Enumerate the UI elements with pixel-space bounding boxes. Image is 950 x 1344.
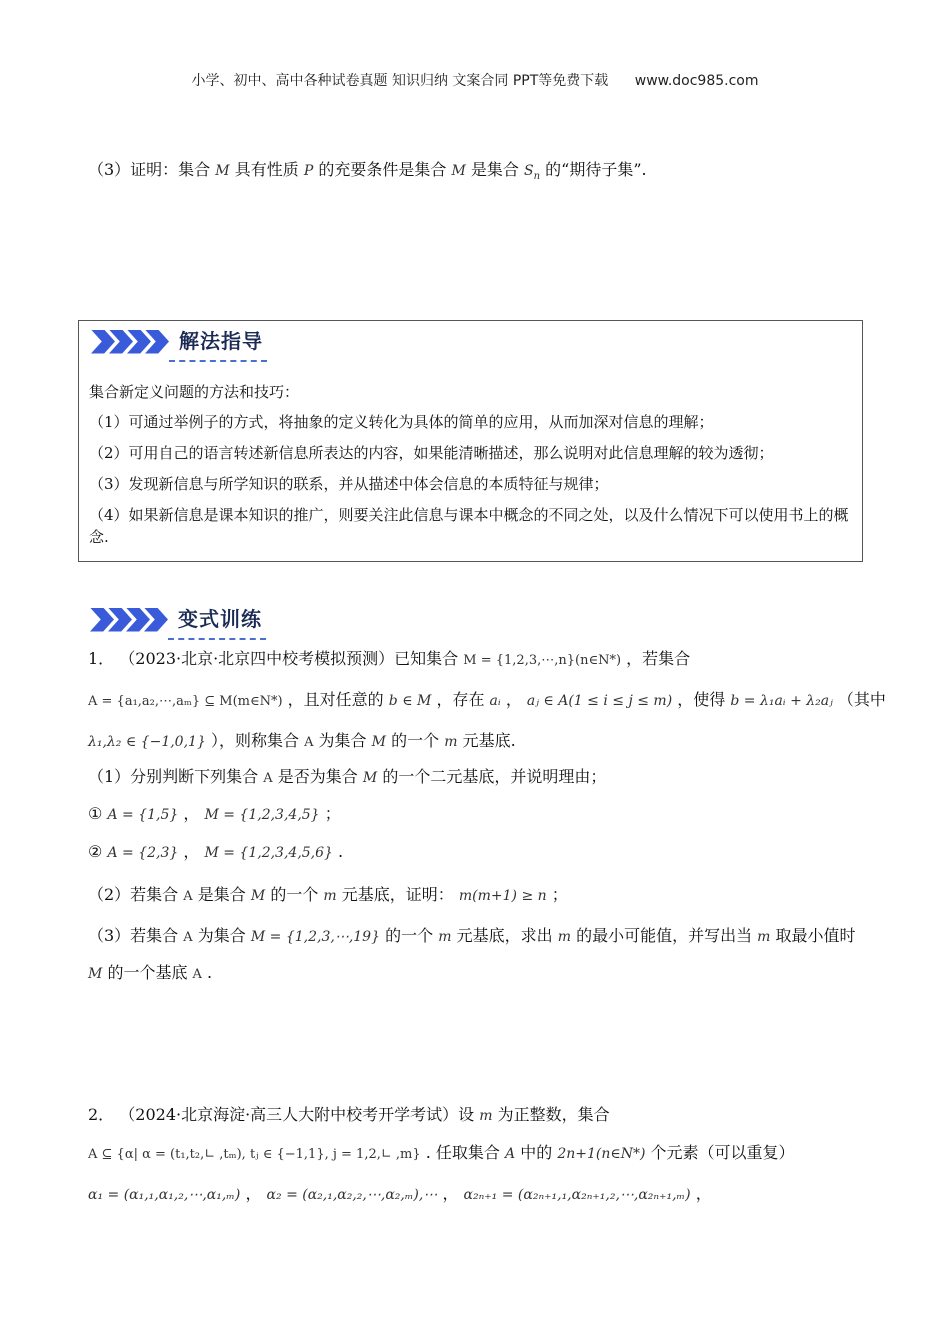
- chevron-arrows-icon: [91, 330, 163, 354]
- q1-line-3: λ₁,λ₂ ∈ {−1,0,1} ），则称集合 A 为集合 M 的一个 m 元基底.: [88, 731, 516, 750]
- q1-part-1: （1）分别判断下列集合 A 是否为集合 M 的一个二元基底，并说明理由；: [88, 767, 607, 786]
- method-box: [78, 320, 863, 562]
- page-header: [0, 70, 950, 90]
- header-text: 小学、初中、高中各种试卷真题 知识归纳 文案合同 PPT等免费下载: [191, 73, 609, 89]
- q2-line-3: α₁ = (α₁,₁,α₁,₂,⋯,α₁,ₘ) ， α₂ = (α₂,₁,α₂,₂,⋯,α₂,ₘ),⋯ ， α₂ₙ₊₁ = (α₂ₙ₊₁,₁,α₂ₙ₊₁,₂,⋯,α₂ₙ₊₁,ₘ) ，: [88, 1184, 712, 1203]
- method-title: 解法指导: [179, 325, 263, 358]
- q1-part-3: （3）若集合 A 为集合 M = {1,2,3,⋯,19} 的一个 m 元基底，求出 m 的最小可能值，并写出当 m 取最小值时: [88, 926, 856, 945]
- method-item-2: （2）可用自己的语言转述新信息所表达的内容，如果能清晰描述，那么说明对此信息理解的较为透彻；: [89, 444, 774, 462]
- q1-case-1: ① A = {1,5} ， M = {1,2,3,4,5} ；: [88, 804, 341, 823]
- q1-part-3-cont: M 的一个基底 A .: [88, 963, 213, 982]
- q1-line-1: 1． （2023·北京·北京四中校考模拟预测）已知集合 M = {1,2,3,⋯,n}(n∈N*) ，若集合: [88, 649, 691, 668]
- training-title: 变式训练: [178, 603, 262, 636]
- header-site: www.doc985.com: [634, 73, 759, 89]
- method-item-3: （3）发现新信息与所学知识的联系，并从描述中体会信息的本质特征与规律；: [89, 475, 609, 493]
- method-intro: 集合新定义问题的方法和技巧：: [89, 383, 300, 401]
- q1-line-2: A = {a₁,a₂,⋯,aₘ} ⊆ M(m∈N*) ，且对任意的 b ∈ M ，存在 aᵢ ， aⱼ ∈ A(1 ≤ i ≤ j ≤ m) ，使得 b = λ₁aᵢ + λ₂aⱼ （其中: [88, 690, 886, 709]
- q1-part-2: （2）若集合 A 是集合 M 的一个 m 元基底，证明： m(m+1) ≥ n ；: [88, 885, 568, 904]
- method-item-1: （1）可通过举例子的方式，将抽象的定义转化为具体的简单的应用，从而加深对信息的理解；: [89, 413, 714, 431]
- method-item-4: （4）如果新信息是课本知识的推广，则要关注此信息与课本中概念的不同之处，以及什么情况下可以使用书上的概念.: [89, 506, 849, 546]
- q1-case-2: ② A = {2,3} ， M = {1,2,3,4,5,6} .: [88, 842, 344, 861]
- training-banner: [90, 603, 262, 636]
- q2-line-2: A ⊆ {α| α = (t₁,t₂,∟ ,tₘ), tⱼ ∈ {−1,1}, j = 1,2,∟ ,m} . 任取集合 A 中的 2n+1(n∈N*) 个元素（可以重复）: [88, 1143, 795, 1162]
- chevron-arrows-icon: [90, 608, 162, 632]
- prev-question-part3: （3）证明：集合 M 具有性质 P 的充要条件是集合 M 是集合 $S_n$ 的“期待子集”.: [88, 160, 647, 183]
- q2-line-1: 2． （2024·北京海淀·高三人大附中校考开学考试）设 m 为正整数，集合: [88, 1105, 610, 1124]
- method-banner: [91, 325, 263, 358]
